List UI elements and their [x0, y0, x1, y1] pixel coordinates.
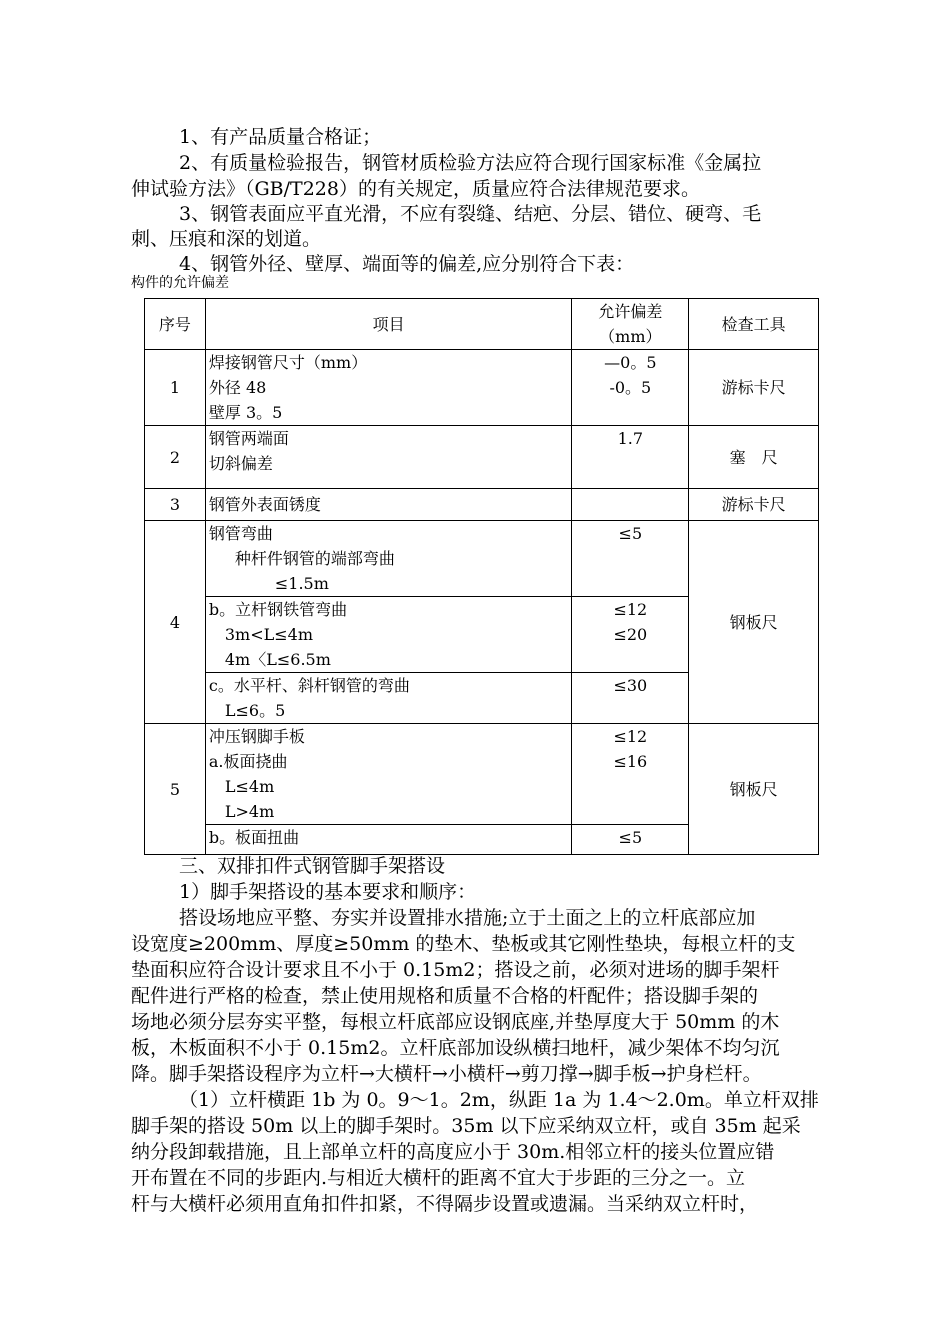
table-row [145, 724, 819, 825]
item-line: L≤4m [224, 777, 275, 796]
item-line: 外径 48 [208, 378, 267, 397]
header-tool: 检查工具 [689, 299, 819, 350]
item-line: L≤6。5 [224, 701, 286, 720]
row-seq: 3 [145, 489, 206, 521]
row-seq: 4 [145, 521, 206, 724]
body-line: 脚手架的搭设 50m 以上的脚手架时。35m 以下应采纳双立杆，或自 35m 起采 [131, 1115, 801, 1137]
body-line: 配件进行严格的检查，禁止使用规格和质量不合格的杆配件；搭设脚手架的 [131, 985, 759, 1007]
tolerance-line: ≤30 [613, 676, 648, 695]
row-item [205, 426, 572, 489]
row-tolerance [572, 597, 689, 673]
row-tolerance [572, 724, 689, 825]
table-header-row [145, 299, 819, 350]
item-line: b。板面扭曲 [208, 828, 300, 847]
row-item [205, 350, 572, 426]
header-tolerance [572, 299, 689, 350]
row-item [205, 825, 572, 855]
tolerance-line: ≤5 [618, 524, 643, 543]
row-item [205, 597, 572, 673]
intro-line-3: 伸试验方法》（GB/T228）的有关规定，质量应符合法律规范要求。 [131, 178, 700, 200]
tolerance-line: ≤20 [613, 625, 648, 644]
item-line: L>4m [224, 802, 275, 821]
item-line: 切斜偏差 [208, 454, 273, 473]
row-tolerance [572, 673, 689, 724]
item-line: 钢管外表面锈度 [208, 495, 321, 514]
section-heading: 三、双排扣件式钢管脚手架搭设 [179, 855, 446, 877]
row-tool: 游标卡尺 [689, 489, 819, 521]
row-tool: 游标卡尺 [689, 350, 819, 426]
table-row [145, 426, 819, 489]
body-line: 杆与大横杆必须用直角扣件扣紧，不得隔步设置或遗漏。当采纳双立杆时， [131, 1193, 759, 1215]
tolerance-line: ≤12 [613, 727, 648, 746]
body-line: 设宽度≥200mm、厚度≥50mm 的垫木、垫板或其它刚性垫块，每根立杆的支 [131, 933, 796, 955]
row-tool: 钢板尺 [689, 724, 819, 855]
intro-line-1: 1、有产品质量合格证； [179, 126, 382, 148]
row-item [205, 521, 572, 597]
tolerance-line: ≤16 [613, 752, 648, 771]
header-tolerance-line2: （mm） [599, 327, 662, 346]
tolerance-table [144, 298, 819, 855]
item-line: 冲压钢脚手板 [208, 727, 305, 746]
table-row [145, 521, 819, 597]
item-line: 3m<L≤4m [224, 625, 314, 644]
item-line: c。水平杆、斜杆钢管的弯曲 [208, 676, 410, 695]
body-line: 垫面积应符合设计要求且不小于 0.15m2；搭设之前，必须对进场的脚手架杆 [131, 959, 780, 981]
body-line: （1）立杆横距 1b 为 0。9～1。2m，纵距 1a 为 1.4～2.0m。单立杆双排 [179, 1089, 819, 1111]
tolerance-line: -0。5 [609, 378, 652, 397]
tolerance-line: ≤5 [618, 828, 643, 847]
header-item: 项目 [205, 299, 572, 350]
tolerance-line: ≤12 [613, 600, 648, 619]
item-line: 焊接钢管尺寸（mm） [208, 353, 368, 372]
table-row [145, 350, 819, 426]
row-tolerance [572, 489, 689, 521]
item-line: 种杆件钢管的端部弯曲 [234, 549, 395, 568]
row-tool: 塞 尺 [689, 426, 819, 489]
header-tolerance-line1: 允许偏差 [598, 302, 663, 321]
intro-line-4: 3、钢管表面应平直光滑，不应有裂缝、结疤、分层、错位、硬弯、毛 [179, 203, 762, 225]
item-line: ≤1.5m [274, 574, 329, 593]
header-seq: 序号 [145, 299, 206, 350]
intro-line-6: 4、钢管外径、壁厚、端面等的偏差,应分别符合下表： [179, 253, 635, 275]
body-line: 板，木板面积不小于 0.15m2。立杆底部加设纵横扫地杆，减少架体不均匀沉 [131, 1037, 780, 1059]
item-line: 钢管两端面 [208, 429, 289, 448]
row-seq: 2 [145, 426, 206, 489]
table-row [145, 489, 819, 521]
body-line: 降。脚手架搭设程序为立杆→大横杆→小横杆→剪刀撑→脚手板→护身栏杆。 [131, 1063, 762, 1085]
row-tolerance [572, 350, 689, 426]
item-line: b。立杆钢铁管弯曲 [208, 600, 348, 619]
intro-line-2: 2、有质量检验报告，钢管材质检验方法应符合现行国家标准《金属拉 [179, 152, 762, 174]
body-line: 开布置在不同的步距内.与相近大横杆的距离不宜大于步距的三分之一。立 [131, 1167, 746, 1189]
item-line: 钢管弯曲 [208, 524, 273, 543]
body-line: 场地必须分层夯实平整，每根立杆底部应设钢底座,并垫厚度大于 50mm 的木 [131, 1011, 780, 1033]
row-tolerance [572, 426, 689, 489]
row-item [205, 724, 572, 825]
row-seq: 1 [145, 350, 206, 426]
row-item [205, 489, 572, 521]
tolerance-line: —0。5 [604, 353, 657, 372]
item-line: a.板面挠曲 [208, 752, 288, 771]
tolerance-line: 1.7 [617, 429, 644, 448]
row-tolerance [572, 825, 689, 855]
row-seq: 5 [145, 724, 206, 855]
row-tool: 钢板尺 [689, 521, 819, 724]
row-item [205, 673, 572, 724]
item-line: 壁厚 3。5 [208, 403, 283, 422]
body-line: 搭设场地应平整、夯实并设置排水措施;立于土面之上的立杆底部应加 [179, 907, 756, 929]
body-line: 纳分段卸载措施，且上部单立杆的高度应小于 30m.相邻立杆的接头位置应错 [131, 1141, 775, 1163]
subsection-heading: 1）脚手架搭设的基本要求和顺序： [179, 881, 477, 903]
intro-line-5: 刺、压痕和深的划道。 [131, 228, 322, 250]
table-caption: 构件的允许偏差 [131, 275, 229, 291]
row-tolerance [572, 521, 689, 597]
item-line: 4m〈L≤6.5m [224, 650, 331, 669]
